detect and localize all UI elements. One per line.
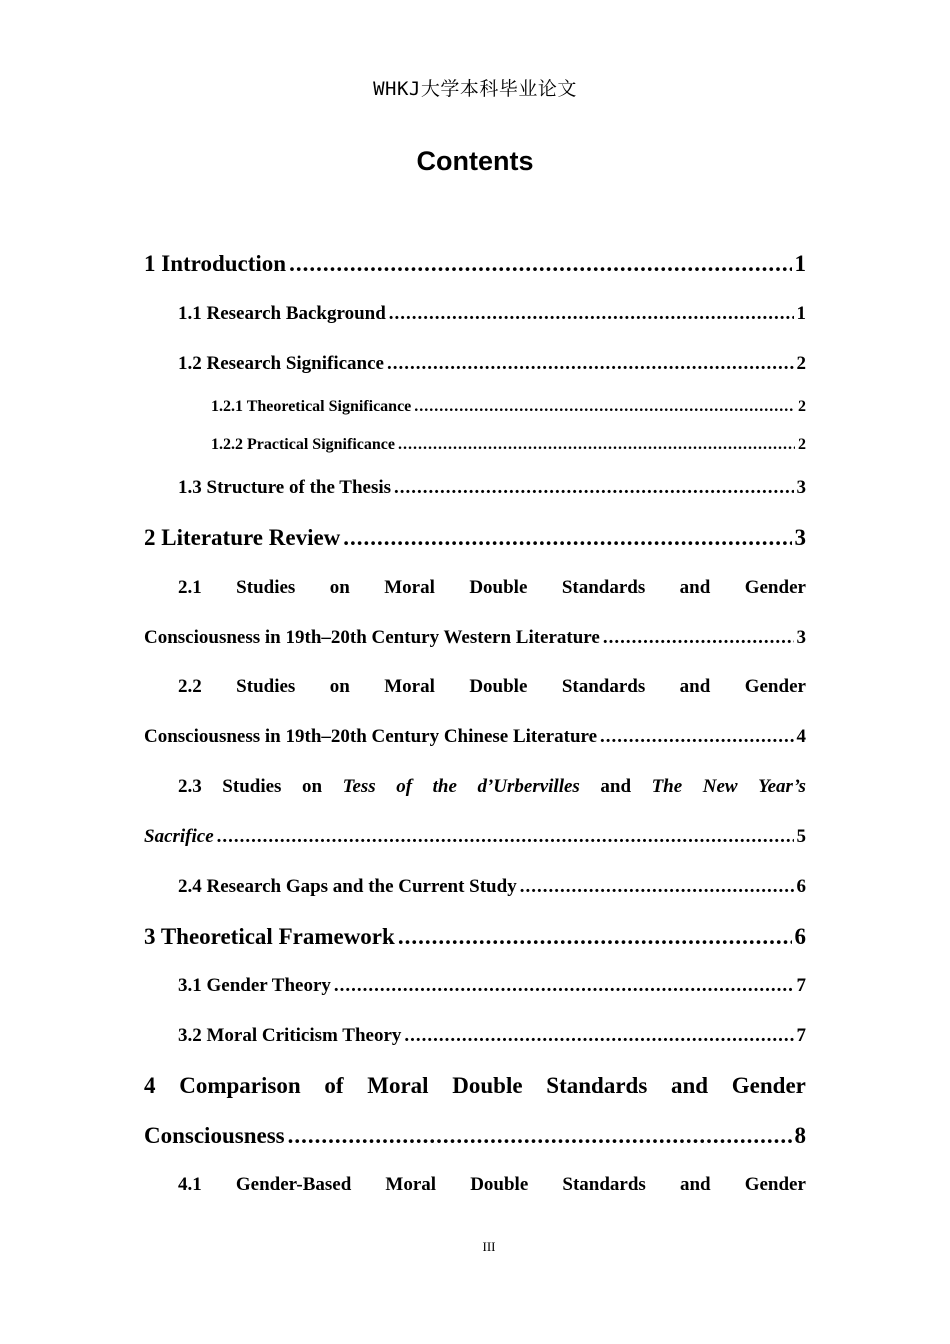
toc-word-title: Year’s <box>758 776 806 797</box>
toc-entry-page: 5 <box>796 826 806 847</box>
toc-word: and <box>600 776 632 797</box>
toc-word: of <box>324 1073 344 1098</box>
toc-word-title: the <box>432 776 457 797</box>
toc-word: Double <box>470 1174 529 1195</box>
toc-word: Standards <box>561 577 646 598</box>
dot-leader <box>389 303 794 325</box>
toc-word: and <box>679 577 711 598</box>
dot-leader <box>398 436 795 454</box>
toc-word: Gender <box>744 676 806 697</box>
toc-word: on <box>329 577 350 598</box>
toc-entry-2-2-line2[interactable] <box>144 726 806 748</box>
toc-entry-label: 1.2.1 Theoretical Significance <box>211 398 412 415</box>
toc-entry-2-1-line1[interactable] <box>178 577 806 599</box>
toc-entry-label: 3.2 Moral Criticism Theory <box>178 1025 402 1046</box>
dot-leader <box>289 251 791 277</box>
dot-leader <box>398 924 792 950</box>
page-title: Contents <box>416 146 534 176</box>
dot-leader <box>343 525 791 551</box>
toc-entry-page: 8 <box>794 1123 806 1148</box>
toc-entry-page: 1 <box>794 251 806 276</box>
toc-word-title: of <box>396 776 413 797</box>
toc-word: and <box>670 1073 709 1098</box>
toc-word-title: Tess <box>342 776 376 797</box>
toc-word: Standards <box>561 676 646 697</box>
toc-word: on <box>301 776 323 797</box>
dot-leader <box>217 826 794 848</box>
toc-word: Gender <box>744 1174 806 1195</box>
toc-entry-page: 6 <box>796 876 806 897</box>
toc-entry-label: 1.1 Research Background <box>178 303 386 324</box>
toc-entry-1-2-1[interactable] <box>211 398 806 416</box>
toc-entry-chapter-1[interactable] <box>144 251 806 277</box>
toc-word: 4 <box>144 1073 156 1098</box>
toc-word-title: New <box>702 776 738 797</box>
toc-entry-label: 1 Introduction <box>144 251 287 276</box>
toc-word: 2.2 <box>178 676 202 697</box>
toc-entry-label: Consciousness in 19th–20th Century Chinese Literature <box>144 726 598 747</box>
toc-word: Studies <box>236 577 296 598</box>
toc-word: Gender <box>731 1073 806 1098</box>
toc-entry-2-1-line2[interactable] <box>144 627 806 649</box>
toc-entry-3-2[interactable] <box>178 1025 806 1047</box>
toc-entry-3-1[interactable] <box>178 975 806 997</box>
toc-entry-page: 2 <box>796 353 806 374</box>
toc-entry-label: 3 Theoretical Framework <box>144 924 395 949</box>
toc-word: Double <box>469 676 528 697</box>
toc-entry-chapter-4-line1[interactable] <box>144 1073 806 1099</box>
toc-entry-label: 3.1 Gender Theory <box>178 975 331 996</box>
toc-entry-page: 2 <box>798 436 806 453</box>
toc-entry-chapter-4-line2[interactable] <box>144 1123 806 1149</box>
toc-entry-1-3[interactable] <box>178 477 806 499</box>
toc-entry-chapter-3[interactable] <box>144 924 806 950</box>
toc-entry-page: 2 <box>798 398 806 415</box>
toc-word: Moral <box>384 577 435 598</box>
toc-entry-1-2[interactable] <box>178 353 806 375</box>
dot-leader <box>394 477 793 499</box>
toc-word: and <box>679 1174 711 1195</box>
dot-leader <box>414 398 795 416</box>
toc-word: and <box>679 676 711 697</box>
toc-entry-label: 1.3 Structure of the Thesis <box>178 477 392 498</box>
toc-entry-1-1[interactable] <box>178 303 806 325</box>
toc-entry-label: 1.2 Research Significance <box>178 353 384 374</box>
dot-leader <box>288 1123 792 1149</box>
dot-leader <box>600 726 793 748</box>
toc-word: Studies <box>222 776 282 797</box>
dot-leader <box>603 627 794 649</box>
toc-entry-page: 7 <box>796 1025 806 1046</box>
toc-word-title: The <box>651 776 683 797</box>
dot-leader <box>520 876 794 898</box>
dot-leader <box>387 353 794 375</box>
toc-word: Moral <box>385 1174 437 1195</box>
toc-word: 2.3 <box>178 776 202 797</box>
toc-word: Double <box>452 1073 523 1098</box>
toc-entry-chapter-2[interactable] <box>144 525 806 551</box>
toc-word: Moral <box>367 1073 429 1098</box>
toc-entry-page: 7 <box>796 975 806 996</box>
toc-word-title: d’Urbervilles <box>477 776 580 797</box>
toc-word: Double <box>469 577 528 598</box>
toc-entry-1-2-2[interactable] <box>211 436 806 454</box>
toc-entry-page: 1 <box>796 303 806 324</box>
toc-entry-label: Consciousness in 19th–20th Century Western Literature <box>144 627 600 648</box>
running-header: WHKJ大学本科毕业论文 <box>373 78 577 100</box>
toc-entry-label: Consciousness <box>144 1123 285 1148</box>
dot-leader <box>334 975 794 997</box>
toc-word: Standards <box>546 1073 648 1098</box>
toc-word: Moral <box>384 676 435 697</box>
toc-word: Studies <box>236 676 296 697</box>
toc-entry-page: 4 <box>796 726 806 747</box>
toc-word: Standards <box>562 1174 646 1195</box>
toc-word: 4.1 <box>178 1174 202 1195</box>
dot-leader <box>404 1025 793 1047</box>
toc-entry-label: 1.2.2 Practical Significance <box>211 436 395 453</box>
toc-word: Comparison <box>179 1073 301 1098</box>
toc-entry-2-3-line2[interactable] <box>144 826 806 848</box>
toc-entry-label: 2 Literature Review <box>144 525 341 550</box>
toc-entry-2-4[interactable] <box>178 876 806 898</box>
toc-word: on <box>329 676 350 697</box>
toc-entry-page: 3 <box>794 525 806 550</box>
toc-entry-page: 6 <box>794 924 806 949</box>
toc-word: Gender <box>744 577 806 598</box>
toc-entry-page: 3 <box>796 477 806 498</box>
toc-entry-page: 3 <box>796 627 806 648</box>
toc-entry-label: Sacrifice <box>144 826 214 847</box>
toc-entry-4-1-line1[interactable] <box>178 1174 806 1196</box>
page-number: III <box>482 1239 496 1254</box>
toc-entry-label: 2.4 Research Gaps and the Current Study <box>178 876 517 897</box>
toc-entry-2-2-line1[interactable] <box>178 676 806 698</box>
toc-entry-2-3-line1[interactable] <box>178 776 806 798</box>
toc-word: 2.1 <box>178 577 202 598</box>
toc-word: Gender-Based <box>235 1174 352 1195</box>
